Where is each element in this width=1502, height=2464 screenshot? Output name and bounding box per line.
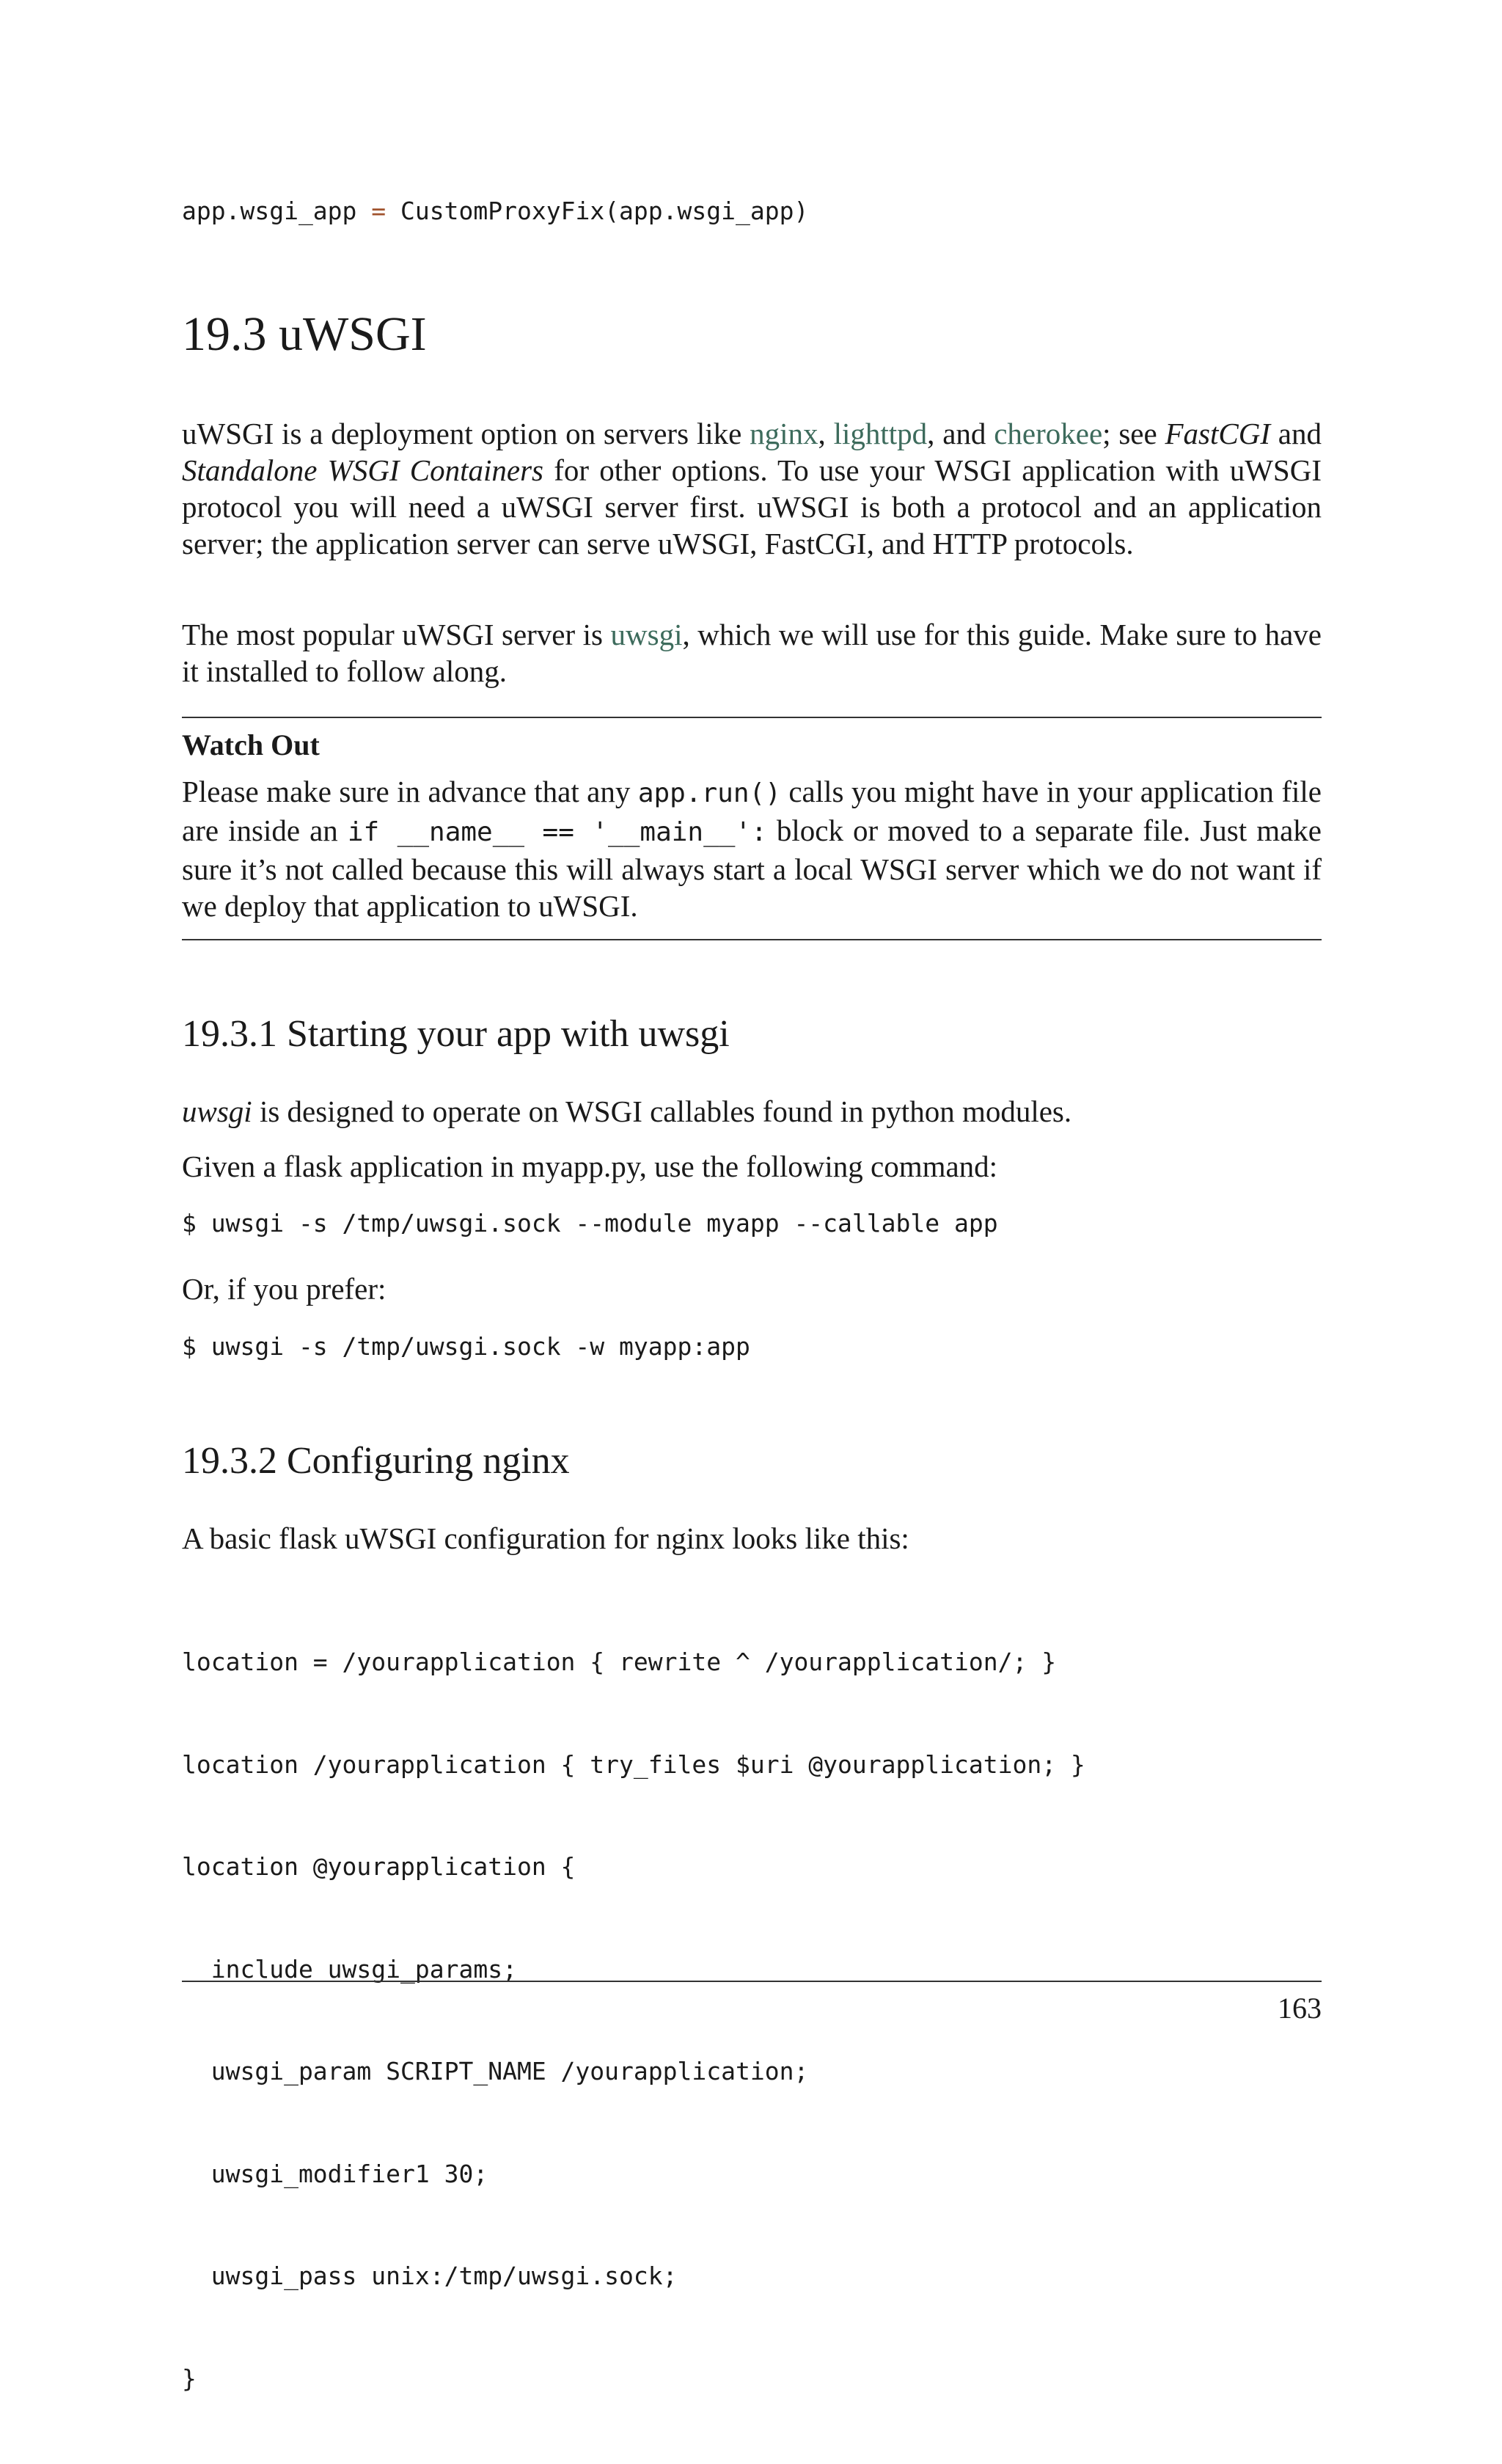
subsection-heading-nginx: 19.3.2 Configuring nginx (182, 1440, 570, 1482)
code-operator: = (371, 197, 387, 225)
command-module-callable: $ uwsgi -s /tmp/uwsgi.sock --module myapp --callable app (182, 1209, 998, 1238)
intro-text-e: and (1270, 417, 1322, 450)
intro-paragraph (182, 415, 1322, 562)
code-line: location /yourapplication { try_files $uri @yourapplication; } (182, 1750, 1085, 1779)
command-w-flag: $ uwsgi -s /tmp/uwsgi.sock -w myapp:app (182, 1332, 750, 1361)
page-number: 163 (1278, 1992, 1322, 2025)
watch-text-c: block or moved to a separate file. Just make sure it’s not called because this will always start a local WSGI server which we do not want if we deploy that application to uWSGI. (182, 814, 1322, 923)
uwsgi-description-rest: is designed to operate on WSGI callables found in python modules. (252, 1094, 1072, 1128)
intro-text-a: uWSGI is a deployment option on servers like (182, 417, 750, 450)
uwsgi-description (182, 1093, 1322, 1130)
inline-code-app-run: app.run() (637, 778, 781, 808)
uwsgi-em: uwsgi (182, 1094, 252, 1128)
inline-code-main-guard: if __name__ == '__main__': (347, 817, 767, 847)
watch-out-title: Watch Out (182, 728, 320, 761)
watch-out-top-rule (182, 717, 1322, 718)
footer-rule (182, 1981, 1322, 1982)
code-snippet-proxyfix (182, 197, 808, 225)
intro-text-c: , and (927, 417, 994, 450)
document-page (182, 0, 1322, 2393)
ref-standalone-wsgi: Standalone WSGI Containers (182, 453, 544, 487)
code-line: uwsgi_param SCRIPT_NAME /yourapplication; (182, 2057, 809, 2085)
link-lighttpd[interactable]: lighttpd (833, 417, 928, 450)
link-uwsgi[interactable]: uwsgi (610, 618, 683, 651)
code-line: uwsgi_pass unix:/tmp/uwsgi.sock; (182, 2262, 678, 2290)
intro-text-d: ; see (1102, 417, 1165, 450)
watch-out-paragraph (182, 773, 1322, 924)
code-rhs: CustomProxyFix(app.wsgi_app) (400, 197, 809, 225)
code-line: } (182, 2364, 197, 2393)
popular-text-b: , which we will use for this guide. Make sure to have it installed to follow along. (182, 618, 1322, 688)
link-cherokee[interactable]: cherokee (994, 417, 1103, 450)
watch-text-a: Please make sure in advance that any (182, 775, 638, 808)
code-line: location = /yourapplication { rewrite ^ /yourapplication/; } (182, 1648, 1057, 1676)
intro-text-f: for other options. To use your WSGI application with uWSGI protocol you will need a uWSGI server first. uWSGI is both a protocol and an application server; the application server can serve uWSGI, FastCGI, and HTTP protocols. (182, 453, 1322, 560)
popular-text-a: The most popular uWSGI server is (182, 618, 611, 651)
link-nginx[interactable]: nginx (750, 417, 818, 450)
code-line: include uwsgi_params; (182, 1954, 517, 1984)
popular-server-paragraph (182, 616, 1322, 690)
intro-text-b: , (818, 417, 834, 450)
section-heading: 19.3 uWSGI (182, 307, 427, 361)
code-line: uwsgi_modifier1 30; (182, 2159, 488, 2188)
given-flask-paragraph: Given a flask application in myapp.py, use the following command: (182, 1149, 998, 1183)
nginx-config-code (182, 1577, 1085, 2464)
watch-text-b: calls you might have in your application file are inside an (182, 775, 1322, 847)
code-lhs: app.wsgi_app (182, 197, 357, 225)
watch-out-bottom-rule (182, 939, 1322, 940)
subsection-heading-uwsgi: 19.3.1 Starting your app with uwsgi (182, 1013, 730, 1055)
code-line: location @yourapplication { (182, 1852, 576, 1881)
nginx-config-intro: A basic flask uWSGI configuration for nginx looks like this: (182, 1521, 909, 1555)
or-prefer-paragraph: Or, if you prefer: (182, 1272, 387, 1306)
ref-fastcgi: FastCGI (1165, 417, 1270, 450)
